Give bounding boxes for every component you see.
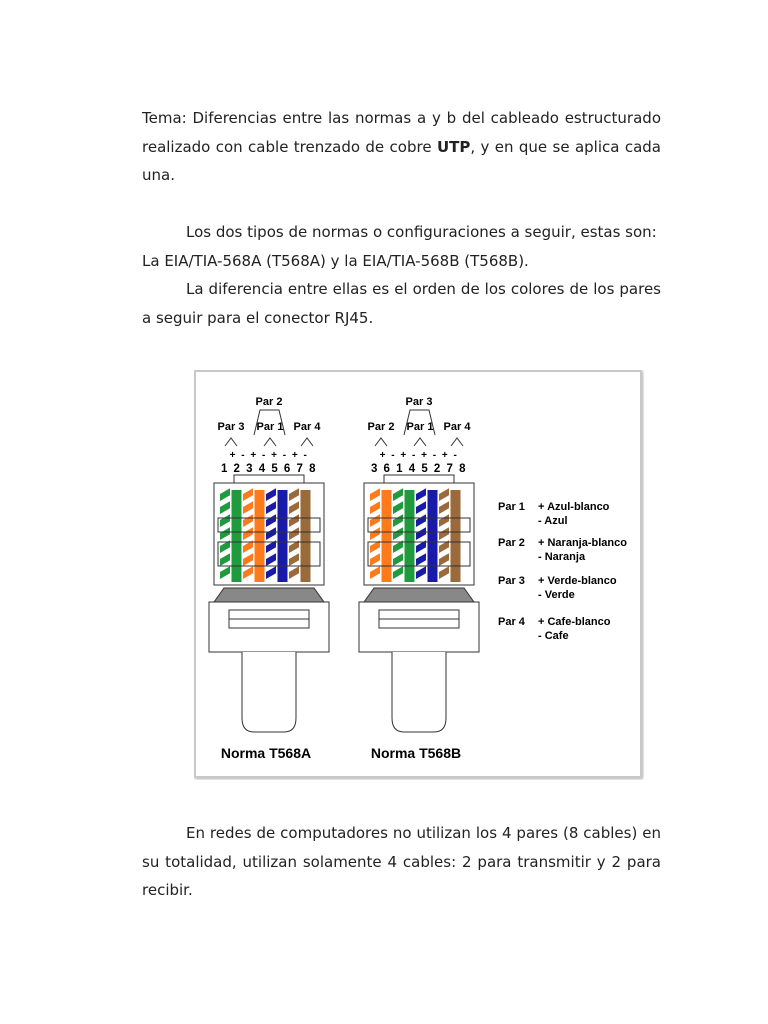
b-boot bbox=[364, 588, 474, 602]
a-pair-left-label: Par 3 bbox=[217, 421, 245, 433]
topic-text: Tema: Diferencias entre las normas a y b del cableado estructurado realizado con cable trenzado de cobre bbox=[142, 109, 661, 156]
norm-types-line1: Los dos tipos de normas o configuraciones a seguir, estas son: bbox=[186, 223, 657, 241]
paragraph-topic bbox=[142, 104, 661, 190]
legend-par4-minus: - Cafe bbox=[538, 630, 569, 642]
b-wire-8 bbox=[451, 490, 461, 582]
legend-par4: Par 4 bbox=[498, 616, 525, 628]
a-signs: + - + - + - + - bbox=[229, 450, 309, 461]
b-pair-mid-label: Par 1 bbox=[406, 421, 434, 433]
legend-par3-minus: - Verde bbox=[538, 589, 575, 601]
legend-par3: Par 3 bbox=[498, 575, 525, 587]
a-pair-mid-label: Par 1 bbox=[256, 421, 284, 433]
b-wire-2 bbox=[382, 490, 392, 582]
legend-par1-plus: + Azul-blanco bbox=[538, 501, 610, 513]
topic-text-end: , y en que se aplica cada una. bbox=[142, 137, 661, 184]
a-wire-2 bbox=[232, 490, 242, 582]
a-top-pair-label: Par 2 bbox=[255, 396, 283, 408]
utp-bold: UTP bbox=[436, 137, 471, 156]
a-cable bbox=[242, 652, 296, 732]
b-pair-right-label: Par 4 bbox=[443, 421, 471, 433]
a-caption: Norma T568A bbox=[220, 745, 312, 761]
a-wire-4 bbox=[255, 490, 265, 582]
rj45-diagram-svg bbox=[194, 370, 644, 780]
a-wire-8 bbox=[301, 490, 311, 582]
legend-par2-plus: + Naranja-blanco bbox=[538, 537, 627, 549]
b-pair-left-label: Par 2 bbox=[367, 421, 395, 433]
b-top-pair-label: Par 3 bbox=[405, 396, 433, 408]
b-wire-4 bbox=[405, 490, 415, 582]
b-signs: + - + - + - + - bbox=[379, 450, 459, 461]
a-pin-numbers: 1 2 3 4 5 6 7 8 bbox=[220, 463, 318, 475]
legend-par1: Par 1 bbox=[498, 501, 525, 513]
legend-par2-minus: - Naranja bbox=[538, 551, 586, 563]
rj45-diagram bbox=[194, 370, 644, 780]
b-cable bbox=[392, 652, 446, 732]
legend-par4-plus: + Cafe-blanco bbox=[538, 616, 611, 628]
paragraph-difference: La diferencia entre ellas es el orden de los colores de los pares a seguir para el conector RJ45. bbox=[142, 280, 661, 327]
b-wire-6 bbox=[428, 490, 438, 582]
legend-par1-minus: - Azul bbox=[538, 515, 568, 527]
legend-par2: Par 2 bbox=[498, 537, 525, 549]
paragraph-norm-types bbox=[142, 218, 661, 275]
legend-par3-plus: + Verde-blanco bbox=[538, 575, 617, 587]
paragraph-networks: En redes de computadores no utilizan los 4 pares (8 cables) en su totalidad, utilizan solamente 4 cables: 2 para transmitir y 2 para recibir. bbox=[142, 824, 661, 899]
b-caption: Norma T568B bbox=[370, 745, 462, 761]
a-latch bbox=[234, 475, 304, 483]
b-pin-numbers: 3 6 1 4 5 2 7 8 bbox=[370, 463, 468, 475]
b-latch bbox=[384, 475, 454, 483]
a-wire-6 bbox=[278, 490, 288, 582]
a-pair-right-label: Par 4 bbox=[293, 421, 321, 433]
norm-types-line2: La EIA/TIA-568A (T568A) y la EIA/TIA-568B (T568B). bbox=[142, 251, 529, 270]
a-boot bbox=[214, 588, 324, 602]
